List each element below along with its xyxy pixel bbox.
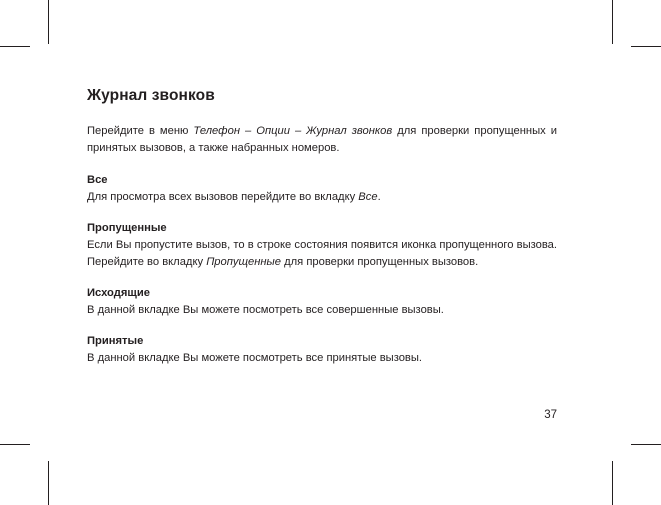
page-content (87, 86, 557, 381)
intro-paragraph (87, 123, 557, 157)
tab-name-all: Все (358, 191, 378, 203)
menu-path: Телефон – Опции – Журнал звонков (193, 125, 393, 137)
crop-mark-right-top (631, 46, 661, 47)
crop-mark-top-right (612, 0, 613, 44)
crop-mark-bottom-right (612, 461, 613, 505)
tab-name-missed: Пропущенные (206, 256, 281, 268)
section-all-heading: Все (87, 174, 108, 186)
section-missed-heading: Пропущенные (87, 222, 167, 234)
crop-mark-right-bottom (631, 444, 661, 445)
intro-text-start: Перейдите в меню (87, 125, 194, 137)
section-missed (87, 220, 557, 271)
section-outgoing-heading: Исходящие (87, 287, 150, 299)
section-outgoing (87, 285, 557, 319)
page-title: Журнал звонков (87, 87, 215, 104)
section-missed-text: Если Вы пропустите вызов, то в строке состояния появится иконка пропущенного вызова. Перейдите во вкладку Пропущенные для проверки пропущенных вызовов. (87, 239, 557, 268)
crop-mark-left-top (0, 46, 30, 47)
section-all-text: Для просмотра всех вызовов перейдите во вкладку Все. (87, 191, 381, 203)
section-received-text: В данной вкладке Вы можете посмотреть все принятые вызовы. (87, 352, 423, 364)
crop-mark-left-bottom (0, 444, 30, 445)
crop-mark-bottom-left (48, 461, 49, 505)
section-outgoing-text: В данной вкладке Вы можете посмотреть все совершенные вызовы. (87, 304, 444, 316)
crop-mark-top-left (48, 0, 49, 44)
section-received (87, 333, 557, 367)
section-all (87, 172, 557, 206)
section-received-heading: Принятые (87, 335, 144, 347)
intro-text-end: для проверки пропущенных и принятых вызовов, а также набранных номеров. (87, 125, 557, 154)
page-number: 37 (544, 409, 557, 421)
